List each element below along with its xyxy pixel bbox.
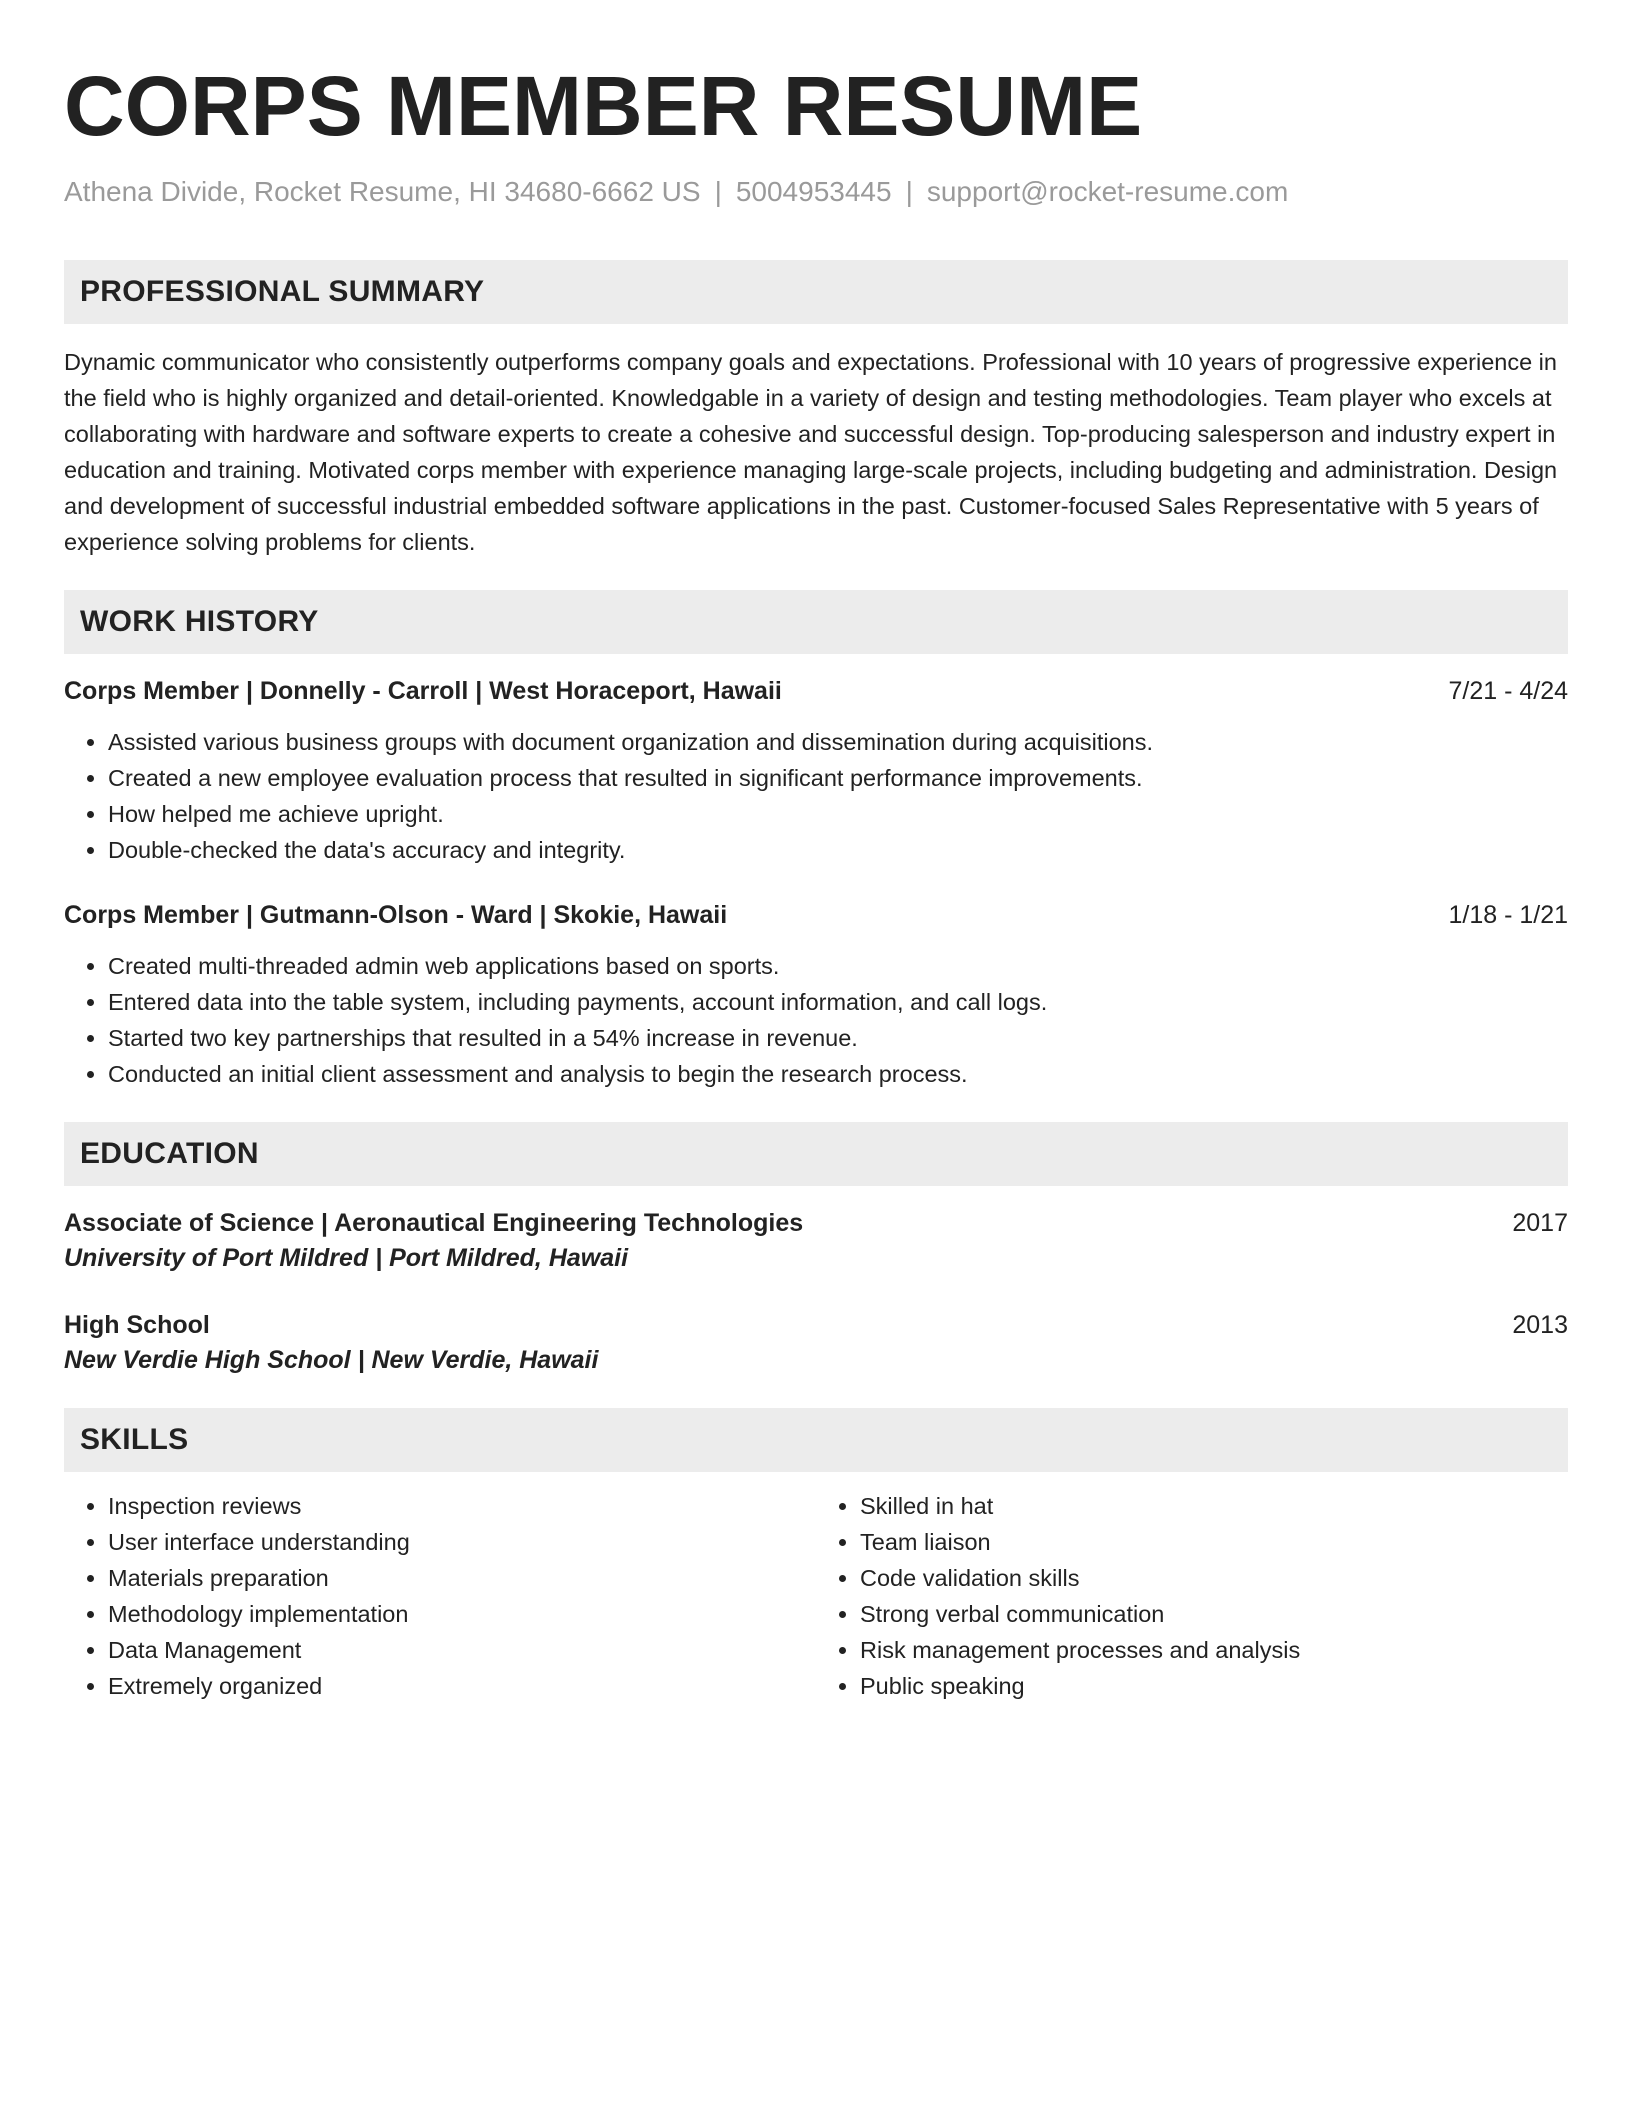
education-header <box>64 1206 1568 1240</box>
job-dates: 1/18 - 1/21 <box>1448 901 1568 929</box>
skills-list-right <box>816 1488 1568 1704</box>
job-bullets <box>64 724 1568 868</box>
job-bullets <box>64 948 1568 1092</box>
education-entry <box>64 1206 1568 1276</box>
section-header-skills: SKILLS <box>64 1408 1568 1472</box>
job-bullet: • Created a new employee evaluation process that resulted in significant performance improvements. <box>108 760 1568 796</box>
skill-item: • Strong verbal communication <box>860 1596 1568 1632</box>
job-dates: 7/21 - 4/24 <box>1448 677 1568 705</box>
job-bullet: • Double-checked the data's accuracy and integrity. <box>108 832 1568 868</box>
education-entry <box>64 1308 1568 1378</box>
education-year: 2013 <box>1512 1311 1568 1339</box>
education-year: 2017 <box>1512 1209 1568 1237</box>
job-header <box>64 674 1568 708</box>
skill-item: • Inspection reviews <box>108 1488 816 1524</box>
job-entry <box>64 898 1568 1092</box>
job-bullet: • Created multi-threaded admin web applications based on sports. <box>108 948 1568 984</box>
job-bullet: • Entered data into the table system, including payments, account information, and call logs. <box>108 984 1568 1020</box>
skill-item: • Code validation skills <box>860 1560 1568 1596</box>
job-entry <box>64 674 1568 868</box>
contact-address: Athena Divide, Rocket Resume, HI 34680-6662 US <box>64 176 701 207</box>
skill-item: • Risk management processes and analysis <box>860 1632 1568 1668</box>
contact-email: support@rocket-resume.com <box>926 176 1289 207</box>
skill-item: • User interface understanding <box>108 1524 816 1560</box>
section-header-summary: PROFESSIONAL SUMMARY <box>64 260 1568 324</box>
section-header-work-history: WORK HISTORY <box>64 590 1568 654</box>
contact-phone: 5004953445 <box>735 176 892 207</box>
skill-item: • Skilled in hat <box>860 1488 1568 1524</box>
contact-line <box>64 174 1568 210</box>
skills-columns <box>64 1488 1568 1704</box>
skill-item: • Public speaking <box>860 1668 1568 1704</box>
contact-separator: | <box>905 176 913 207</box>
education-header <box>64 1308 1568 1342</box>
skills-list-left <box>64 1488 816 1704</box>
education-degree: High School <box>64 1311 210 1339</box>
education-school: New Verdie High School | New Verdie, Hawaii <box>64 1346 599 1374</box>
skill-item: • Extremely organized <box>108 1668 816 1704</box>
education-degree: Associate of Science | Aeronautical Engineering Technologies <box>64 1209 804 1237</box>
summary-text: Dynamic communicator who consistently outperforms company goals and expectations. Professional with 10 years of progressive experience in the field who is highly organized and detail-oriented. Knowledgable in a variety of design and testing methodologies. Team player who excels at collaborating with hardware and software experts to create a cohesive and successful design. Top-producing salesperson and industry expert in education and training. Motivated corps member with experience managing large-scale projects, including budgeting and administration. Design and development of successful industrial embedded software applications in the past. Customer-focused Sales Representative with 5 years of experience solving problems for clients. <box>64 349 1558 555</box>
contact-separator: | <box>714 176 722 207</box>
section-header-education: EDUCATION <box>64 1122 1568 1186</box>
skill-item: • Methodology implementation <box>108 1596 816 1632</box>
job-bullet: • Conducted an initial client assessment and analysis to begin the research process. <box>108 1056 1568 1092</box>
job-header <box>64 898 1568 932</box>
skill-item: • Data Management <box>108 1632 816 1668</box>
job-bullet: • How helped me achieve upright. <box>108 796 1568 832</box>
resume-title: CORPS MEMBER RESUME <box>64 59 1143 153</box>
education-school: University of Port Mildred | Port Mildred, Hawaii <box>64 1244 629 1272</box>
skill-item: • Materials preparation <box>108 1560 816 1596</box>
skill-item: • Team liaison <box>860 1524 1568 1560</box>
job-bullet: • Started two key partnerships that resulted in a 54% increase in revenue. <box>108 1020 1568 1056</box>
job-title: Corps Member | Gutmann-Olson - Ward | Skokie, Hawaii <box>64 901 728 929</box>
job-title: Corps Member | Donnelly - Carroll | West Horaceport, Hawaii <box>64 677 782 705</box>
job-bullet: • Assisted various business groups with document organization and dissemination during acquisitions. <box>108 724 1568 760</box>
